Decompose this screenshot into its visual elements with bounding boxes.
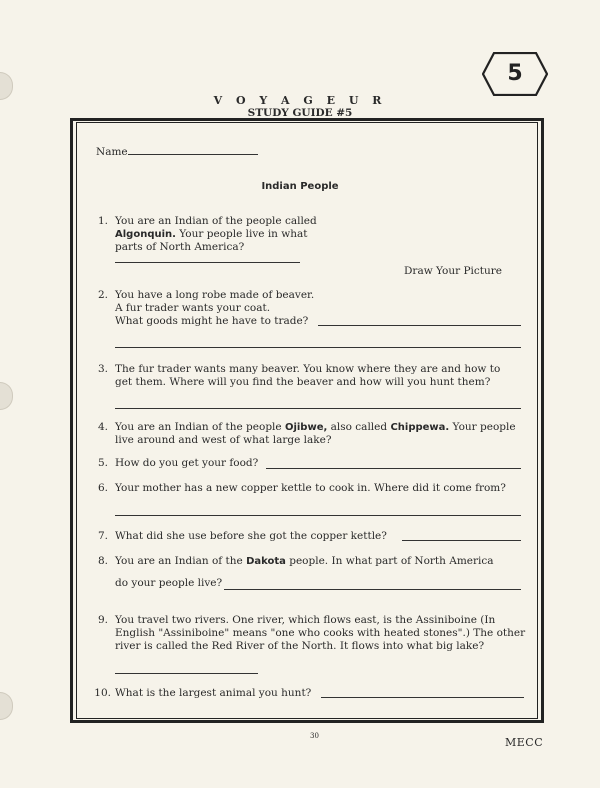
page-number: 30 <box>310 732 319 740</box>
q2-line3: What goods might he have to trade? <box>115 315 309 327</box>
q8-post: people. In what part of North America <box>285 555 494 567</box>
q1-answer-line[interactable] <box>115 262 300 263</box>
q1-bold-term: Algonquin. <box>115 229 176 240</box>
q8-pre: You are an Indian of the <box>115 555 247 567</box>
q2-line1: You have a long robe made of beaver. <box>115 289 315 301</box>
q8-bold-dakota: Dakota <box>246 556 286 567</box>
worksheet-subtitle: STUDY GUIDE #5 <box>247 107 353 119</box>
publisher-mark: MECC <box>505 736 544 749</box>
q6-number: 6. <box>97 482 108 494</box>
section-title: Indian People <box>261 181 339 192</box>
q9-line3: river is called the Red River of the North. It flows into what big lake? <box>115 640 485 652</box>
q10-number: 10. <box>94 687 111 699</box>
q5-text: How do you get your food? <box>115 457 259 469</box>
q3-number: 3. <box>97 363 108 375</box>
q1-line2-rest: Your people live in what <box>175 228 308 240</box>
q4-bold-ojibwe: Ojibwe, <box>284 422 328 433</box>
binder-hole-bottom <box>0 692 13 720</box>
q10-answer-line[interactable] <box>321 697 524 698</box>
q1-number: 1. <box>97 215 108 227</box>
q4-line1 <box>115 421 516 434</box>
q5-answer-line[interactable] <box>266 468 521 469</box>
q2-answer-line-2[interactable] <box>115 347 521 348</box>
badge-number: 5 <box>507 61 523 86</box>
q2-answer-line-1[interactable] <box>318 325 521 326</box>
q1-line3: parts of North America? <box>115 241 245 253</box>
guide-number-badge <box>482 52 548 96</box>
name-row <box>96 142 258 159</box>
q7-answer-line[interactable] <box>402 540 521 541</box>
binder-hole-middle <box>0 382 13 410</box>
q7-number: 7. <box>97 530 108 542</box>
q9-line1: You travel two rivers. One river, which flows east, is the Assiniboine (In <box>115 614 496 626</box>
q8-line2: do your people live? <box>115 577 223 589</box>
q4-line2: live around and west of what large lake? <box>115 434 332 446</box>
q10-text: What is the largest animal you hunt? <box>115 687 312 699</box>
q1-line2 <box>115 228 308 241</box>
q4-pre: You are an Indian of the people <box>115 421 285 433</box>
q2-number: 2. <box>97 289 108 301</box>
q4-post: Your people <box>449 421 516 433</box>
q9-line2: English "Assiniboine" means "one who cooks with heated stones".) The other <box>115 627 526 639</box>
q2-line2: A fur trader wants your coat. <box>115 302 271 314</box>
q8-answer-line[interactable] <box>224 589 521 590</box>
name-label: Name <box>96 146 128 158</box>
q6-answer-line[interactable] <box>115 515 521 516</box>
q4-number: 4. <box>97 421 108 433</box>
q9-number: 9. <box>97 614 108 626</box>
q3-line2: get them. Where will you find the beaver and how will you hunt them? <box>115 376 491 388</box>
q1-line1: You are an Indian of the people called <box>115 215 317 227</box>
draw-picture-label: Draw Your Picture <box>404 265 503 277</box>
q9-answer-line[interactable] <box>115 673 258 674</box>
worksheet-title: V O Y A G E U R <box>213 94 387 107</box>
q6-text: Your mother has a new copper kettle to cook in. Where did it come from? <box>115 482 506 494</box>
q3-answer-line[interactable] <box>115 408 521 409</box>
q3-line1: The fur trader wants many beaver. You know where they are and how to <box>115 363 501 375</box>
q8-number: 8. <box>97 555 108 567</box>
q4-mid: also called <box>327 421 391 433</box>
name-answer-line[interactable] <box>128 142 258 155</box>
q4-bold-chippewa: Chippewa. <box>390 422 450 433</box>
q5-number: 5. <box>97 457 108 469</box>
q7-text: What did she use before she got the copper kettle? <box>115 530 387 542</box>
q8-line1 <box>115 555 494 568</box>
